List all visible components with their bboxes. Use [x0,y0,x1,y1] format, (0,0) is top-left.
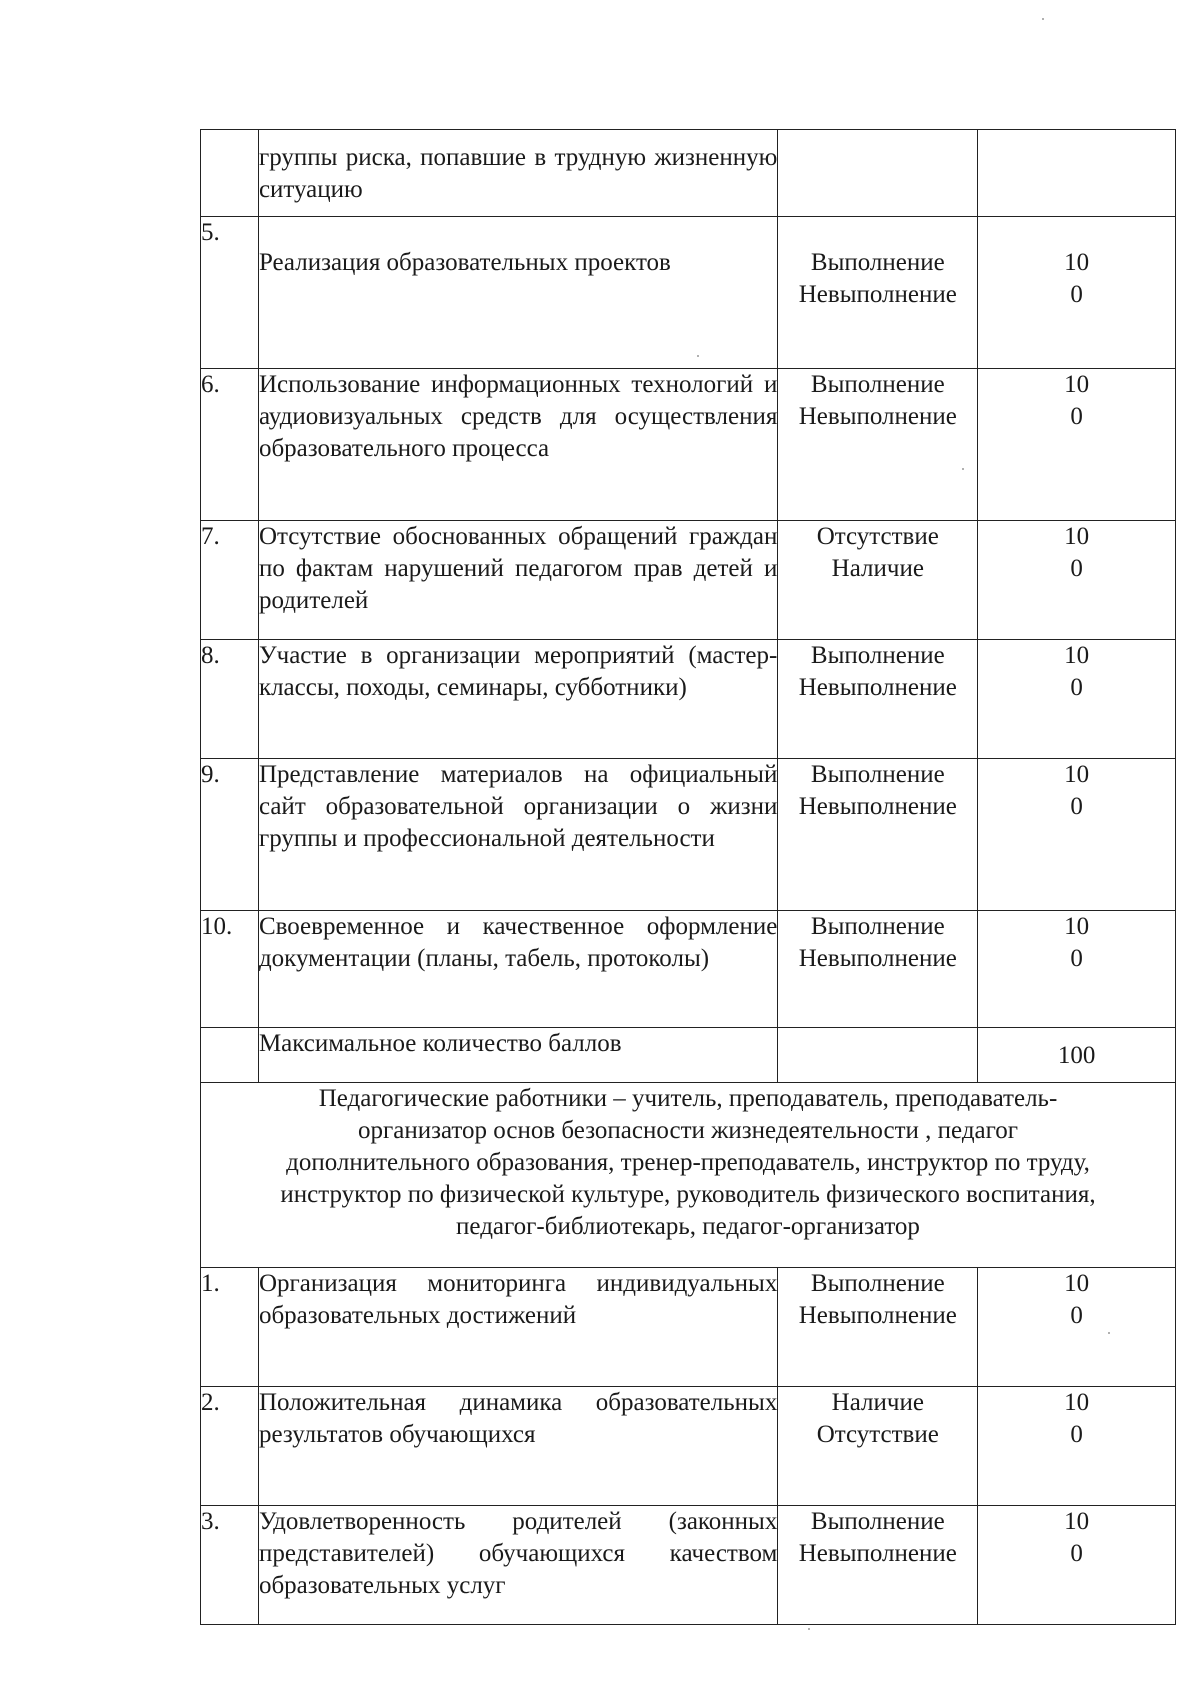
table-row [201,911,1176,1028]
row-number: 3. [201,1506,259,1625]
points-yes: 10 [1064,371,1090,398]
table-row [201,640,1176,759]
option-yes: Выполнение [810,1508,945,1535]
criterion-name: Положительная динамика образовательных результатов обучающихся [258,1387,777,1506]
row-number [201,130,259,217]
criterion-options [778,369,978,521]
row-number: 5. [201,217,259,369]
scan-speck [808,1628,810,1630]
option-no: Невыполнение [798,1540,957,1567]
criterion-name: Удовлетворенность родителей (законных представителей) обучающихся качеством образовательных услуг [258,1506,777,1625]
criterion-name: Реализация образовательных проектов [258,217,777,369]
points-no: 0 [1070,674,1083,701]
criterion-points [978,521,1176,640]
points-no: 0 [1070,281,1083,308]
row-number: 10. [201,911,259,1028]
criterion-options [778,759,978,911]
option-no: Невыполнение [798,403,957,430]
section-header-line: Педагогические работники – учитель, преподаватель, преподаватель- [318,1085,1058,1112]
points-yes: 10 [1064,642,1090,669]
criterion-name: Представление материалов на официальный сайт образовательной организации о жизни группы и профессиональной деятельности [258,759,777,911]
row-number [201,1028,259,1083]
row-number: 9. [201,759,259,911]
points-yes: 10 [1064,1508,1090,1535]
criterion-options [778,1387,978,1506]
row-number: 2. [201,1387,259,1506]
option-yes: Выполнение [810,642,945,669]
section-header-line: педагог-библиотекарь, педагог-организатор [456,1213,920,1240]
criterion-points [978,1387,1176,1506]
criterion-name: Использование информационных технологий и аудиовизуальных средств для осуществления образовательного процесса [258,369,777,521]
scan-speck [1042,18,1044,20]
points-no: 0 [1070,1302,1083,1329]
option-no: Невыполнение [798,1302,957,1329]
option-yes: Отсутствие [816,523,939,550]
points-yes: 10 [1064,1389,1090,1416]
table-row [201,521,1176,640]
criterion-name: Своевременное и качественное оформление документации (планы, табель, протоколы) [258,911,777,1028]
scan-speck [697,355,699,357]
points-no: 0 [1070,945,1083,972]
points-no: 0 [1070,1421,1083,1448]
option-yes: Выполнение [810,1270,945,1297]
table-row [201,217,1176,369]
max-points-row [201,1028,1176,1083]
criterion-options [778,1028,978,1083]
criterion-points [978,369,1176,521]
criterion-options [778,1506,978,1625]
option-yes: Выполнение [810,371,945,398]
section-header-line: инструктор по физической культуре, руководитель физического воспитания, [280,1181,1096,1208]
criterion-points [978,130,1176,217]
points-yes: 10 [1064,761,1090,788]
points-no: 0 [1070,1540,1083,1567]
criterion-options [778,217,978,369]
criterion-options [778,640,978,759]
section-header-row [201,1083,1176,1268]
option-yes: Выполнение [810,761,945,788]
table-row [201,369,1176,521]
section-header [201,1083,1176,1268]
row-number: 1. [201,1268,259,1387]
criterion-points [978,1506,1176,1625]
scan-speck [962,468,964,470]
option-no: Невыполнение [798,674,957,701]
criterion-options [778,911,978,1028]
option-yes: Наличие [831,1389,924,1416]
points-no: 0 [1070,403,1083,430]
criterion-points [978,640,1176,759]
points-yes: 10 [1064,249,1090,276]
criteria-table [200,129,1176,1625]
table-row [201,759,1176,911]
criterion-options [778,521,978,640]
option-no: Невыполнение [798,281,957,308]
points-yes: 10 [1064,913,1090,940]
max-points-value: 100 [978,1028,1176,1083]
option-no: Отсутствие [816,1421,939,1448]
criterion-name: группы риска, попавшие в трудную жизненную ситуацию [258,130,777,217]
section-header-line: дополнительного образования, тренер-преподаватель, инструктор по труду, [286,1149,1090,1176]
option-no: Невыполнение [798,793,957,820]
row-number: 7. [201,521,259,640]
points-yes: 10 [1064,523,1090,550]
criterion-name: Участие в организации мероприятий (мастер-классы, походы, семинары, субботники) [258,640,777,759]
section-header-line: организатор основ безопасности жизнедеятельности , педагог [357,1117,1019,1144]
points-yes: 10 [1064,1270,1090,1297]
max-points-label: Максимальное количество баллов [258,1028,777,1083]
table-row [201,1268,1176,1387]
scan-speck [1108,1332,1110,1334]
points-no: 0 [1070,793,1083,820]
option-yes: Выполнение [810,913,945,940]
criterion-points [978,1268,1176,1387]
table-row [201,1387,1176,1506]
row-number: 8. [201,640,259,759]
table-row [201,1506,1176,1625]
criterion-options [778,1268,978,1387]
option-no: Невыполнение [798,945,957,972]
option-yes: Выполнение [810,249,945,276]
table-row [201,130,1176,217]
criterion-points [978,911,1176,1028]
criterion-points [978,217,1176,369]
criterion-options [778,130,978,217]
criterion-name: Организация мониторинга индивидуальных образовательных достижений [258,1268,777,1387]
criterion-points [978,759,1176,911]
row-number: 6. [201,369,259,521]
points-no: 0 [1070,555,1083,582]
criterion-name: Отсутствие обоснованных обращений граждан по фактам нарушений педагогом прав детей и родителей [258,521,777,640]
option-no: Наличие [831,555,924,582]
